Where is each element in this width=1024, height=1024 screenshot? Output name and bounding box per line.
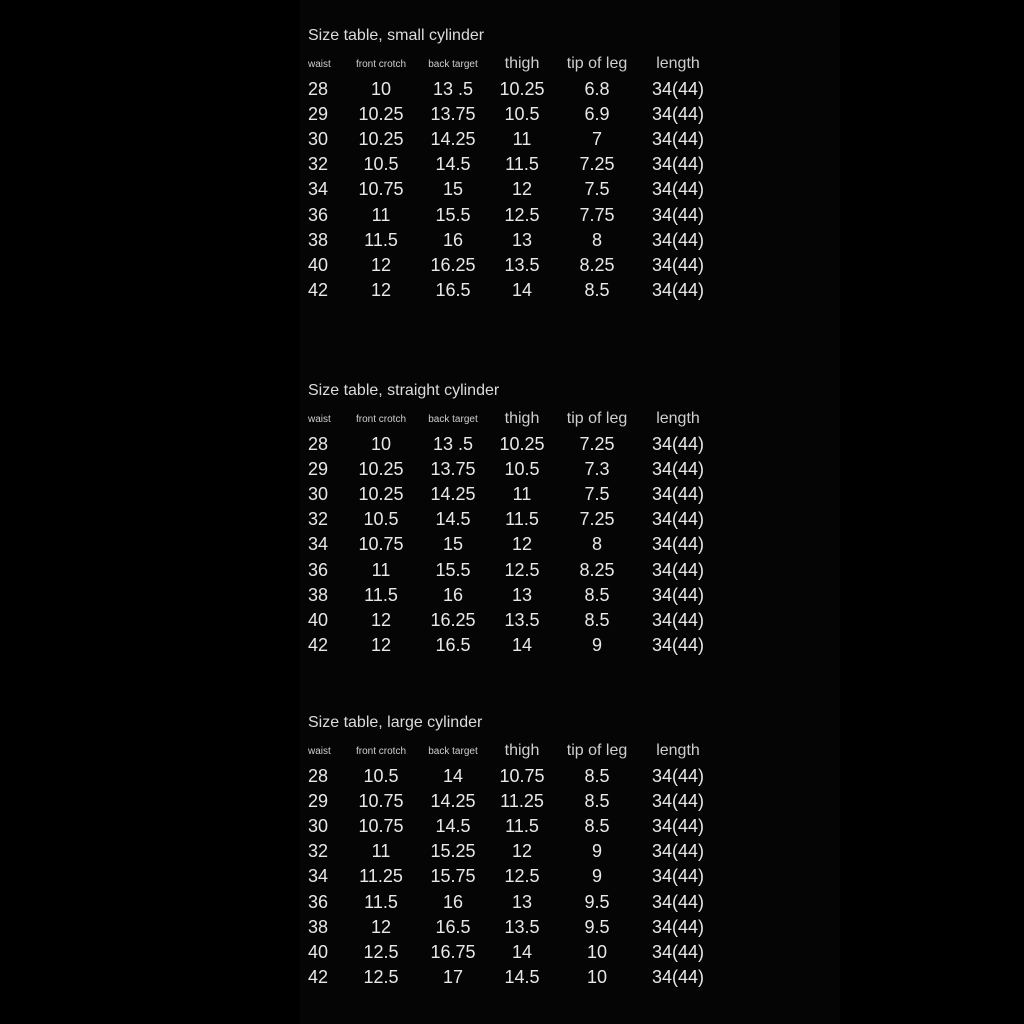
cell-front-crotch: 10.5 [363,154,399,175]
cell-waist: 34 [308,866,329,887]
cell-length: 34(44) [651,129,705,150]
cell-length: 34(44) [651,204,705,225]
table-row [308,864,718,889]
cell-front-crotch: 10.5 [363,509,399,530]
column-header-tip-of-leg: tip of leg [566,55,628,72]
cell-tip-of-leg: 9 [591,841,602,862]
cell-front-crotch: 10.25 [358,129,404,150]
cell-front-crotch: 12.5 [363,966,399,987]
cell-length: 34(44) [651,584,705,605]
column-header-thigh: thigh [504,742,540,759]
table-row [308,764,718,789]
cell-thigh: 11.5 [505,816,539,837]
cell-length: 34(44) [651,509,705,530]
table-row [308,889,718,914]
column-header-back-target: back target [428,745,478,757]
cell-thigh: 13 [511,229,533,250]
table-row [308,482,718,507]
cell-front-crotch: 11.5 [364,584,398,605]
cell-waist: 30 [308,484,329,505]
table-row [308,102,718,127]
table-row [308,915,718,940]
cell-tip-of-leg: 10 [586,966,608,987]
cell-length: 34(44) [651,941,705,962]
cell-length: 34(44) [651,434,705,455]
cell-front-crotch: 10.75 [358,179,404,200]
cell-back-target: 16.5 [435,279,471,300]
cell-tip-of-leg: 8.5 [584,791,610,812]
cell-back-target: 16.25 [430,609,476,630]
cell-waist: 29 [308,791,329,812]
column-header-back-target: back target [428,413,478,425]
header-row [308,738,718,764]
table-row [308,814,718,839]
table-row [308,839,718,864]
table-row [308,583,718,608]
cell-length: 34(44) [651,634,705,655]
header-row [308,406,718,432]
table-row [308,127,718,152]
cell-waist: 42 [308,634,329,655]
table-row [308,152,718,177]
cell-length: 34(44) [651,891,705,912]
cell-front-crotch: 10.75 [358,816,404,837]
cell-length: 34(44) [651,916,705,937]
cell-back-target: 15.75 [430,866,476,887]
cell-back-target: 14.25 [430,129,476,150]
column-header-length: length [656,55,700,72]
cell-waist: 36 [308,204,329,225]
cell-thigh: 13.5 [504,609,540,630]
cell-length: 34(44) [651,104,705,125]
cell-back-target: 13 .5 [432,79,474,100]
cell-front-crotch: 11.5 [364,891,398,912]
cell-front-crotch: 11.5 [364,229,398,250]
cell-back-target: 14.25 [430,484,476,505]
section-title: Size table, large cylinder [308,714,483,731]
cell-back-target: 14.25 [430,791,476,812]
size-table-small-cylinder [308,25,728,303]
cell-tip-of-leg: 9.5 [584,916,610,937]
column-header-length: length [656,410,700,427]
size-table-large-cylinder [308,712,728,990]
cell-waist: 28 [308,434,329,455]
table-row [308,789,718,814]
table-row [308,432,718,457]
cell-back-target: 16 [442,891,464,912]
cell-back-target: 15 [442,179,464,200]
cell-tip-of-leg: 8 [591,229,602,250]
cell-back-target: 16.5 [435,916,471,937]
cell-thigh: 11 [512,484,532,505]
cell-tip-of-leg: 9 [591,634,602,655]
cell-tip-of-leg: 10 [586,941,608,962]
cell-thigh: 12 [511,534,533,555]
column-header-thigh: thigh [504,55,540,72]
cell-thigh: 10.5 [504,459,540,480]
table-row [308,202,718,227]
table-row [308,278,718,303]
cell-waist: 29 [308,104,329,125]
cell-length: 34(44) [651,609,705,630]
cell-front-crotch: 10.75 [358,791,404,812]
cell-length: 34(44) [651,154,705,175]
cell-back-target: 14.5 [435,154,471,175]
cell-waist: 28 [308,766,329,787]
table-row [308,532,718,557]
column-header-waist: waist [308,58,331,70]
cell-waist: 32 [308,509,329,530]
column-header-thigh: thigh [504,410,540,427]
cell-tip-of-leg: 6.9 [584,104,610,125]
cell-back-target: 13 .5 [432,434,474,455]
cell-tip-of-leg: 8.5 [584,584,610,605]
cell-thigh: 10.75 [499,766,545,787]
cell-length: 34(44) [651,866,705,887]
header-row [308,51,718,77]
cell-back-target: 14.5 [435,509,471,530]
size-table [308,406,718,658]
cell-front-crotch: 12 [370,279,392,300]
column-header-front-crotch: front crotch [355,58,407,70]
size-table [308,51,718,303]
table-body [308,764,718,990]
cell-back-target: 13.75 [430,459,476,480]
cell-front-crotch: 10.25 [358,484,404,505]
cell-waist: 40 [308,941,329,962]
cell-waist: 36 [308,559,329,580]
cell-waist: 38 [308,584,329,605]
cell-waist: 42 [308,279,329,300]
column-header-tip-of-leg: tip of leg [566,742,628,759]
cell-tip-of-leg: 8.25 [579,254,615,275]
cell-waist: 38 [308,916,329,937]
cell-thigh: 13 [511,584,533,605]
cell-tip-of-leg: 8.5 [584,609,610,630]
cell-length: 34(44) [651,534,705,555]
cell-waist: 32 [308,154,329,175]
cell-tip-of-leg: 7 [591,129,602,150]
cell-waist: 42 [308,966,329,987]
cell-thigh: 13.5 [504,254,540,275]
cell-back-target: 17 [442,966,464,987]
cell-front-crotch: 12 [370,254,392,275]
cell-thigh: 12.5 [504,204,540,225]
cell-length: 34(44) [651,229,705,250]
table-body [308,432,718,658]
cell-length: 34(44) [651,766,705,787]
column-header-length: length [656,742,700,759]
cell-thigh: 12.5 [504,866,540,887]
cell-length: 34(44) [651,459,705,480]
cell-thigh: 11.5 [505,154,539,175]
cell-tip-of-leg: 7.25 [579,154,615,175]
cell-waist: 29 [308,459,329,480]
cell-back-target: 15.5 [435,204,471,225]
cell-front-crotch: 12 [370,609,392,630]
cell-thigh: 14 [511,279,533,300]
table-row [308,177,718,202]
table-row [308,940,718,965]
column-header-front-crotch: front crotch [355,413,407,425]
cell-length: 34(44) [651,791,705,812]
cell-thigh: 13 [511,891,533,912]
cell-length: 34(44) [651,966,705,987]
table-row [308,457,718,482]
cell-front-crotch: 12 [370,916,392,937]
cell-waist: 34 [308,179,329,200]
cell-waist: 34 [308,534,329,555]
cell-thigh: 12.5 [504,559,540,580]
cell-thigh: 14 [511,634,533,655]
column-header-tip-of-leg: tip of leg [566,410,628,427]
cell-front-crotch: 10.75 [358,534,404,555]
cell-front-crotch: 11.25 [359,866,403,887]
cell-tip-of-leg: 8.5 [584,766,610,787]
cell-front-crotch: 11 [371,841,391,862]
cell-length: 34(44) [651,79,705,100]
size-table [308,738,718,990]
section-title: Size table, straight cylinder [308,382,500,399]
column-header-back-target: back target [428,58,478,70]
cell-thigh: 12 [511,179,533,200]
cell-waist: 40 [308,254,329,275]
cell-tip-of-leg: 8 [591,534,602,555]
cell-tip-of-leg: 7.25 [579,509,615,530]
cell-thigh: 10.25 [499,434,545,455]
cell-front-crotch: 10.25 [358,104,404,125]
cell-back-target: 16.25 [430,254,476,275]
cell-thigh: 11.5 [505,509,539,530]
cell-tip-of-leg: 7.5 [584,179,610,200]
column-header-waist: waist [308,413,331,425]
cell-back-target: 16 [442,584,464,605]
cell-length: 34(44) [651,279,705,300]
cell-waist: 36 [308,891,329,912]
cell-length: 34(44) [651,179,705,200]
cell-length: 34(44) [651,484,705,505]
cell-thigh: 14 [511,941,533,962]
cell-tip-of-leg: 8.25 [579,559,615,580]
cell-tip-of-leg: 7.5 [584,484,610,505]
cell-back-target: 15.5 [435,559,471,580]
table-row [308,507,718,532]
column-header-waist: waist [308,745,331,757]
table-row [308,77,718,102]
cell-thigh: 10.25 [499,79,545,100]
table-row [308,633,718,658]
cell-front-crotch: 11 [371,559,391,580]
cell-tip-of-leg: 8.5 [584,279,610,300]
cell-waist: 30 [308,129,329,150]
cell-length: 34(44) [651,559,705,580]
cell-front-crotch: 10 [370,79,392,100]
cell-thigh: 11.25 [500,791,544,812]
cell-tip-of-leg: 9 [591,866,602,887]
cell-tip-of-leg: 7.75 [579,204,615,225]
cell-thigh: 11 [512,129,532,150]
cell-waist: 40 [308,609,329,630]
cell-front-crotch: 11 [371,204,391,225]
cell-front-crotch: 12.5 [363,941,399,962]
cell-back-target: 13.75 [430,104,476,125]
table-body [308,77,718,303]
cell-back-target: 16 [442,229,464,250]
cell-front-crotch: 10 [370,434,392,455]
cell-back-target: 16.5 [435,634,471,655]
cell-thigh: 14.5 [504,966,540,987]
cell-tip-of-leg: 8.5 [584,816,610,837]
cell-tip-of-leg: 9.5 [584,891,610,912]
size-table-straight-cylinder [308,380,728,658]
cell-thigh: 12 [511,841,533,862]
cell-waist: 32 [308,841,329,862]
table-row [308,965,718,990]
column-header-front-crotch: front crotch [355,745,407,757]
cell-waist: 30 [308,816,329,837]
cell-thigh: 13.5 [504,916,540,937]
section-title: Size table, small cylinder [308,27,485,44]
cell-waist: 38 [308,229,329,250]
cell-length: 34(44) [651,816,705,837]
cell-tip-of-leg: 7.3 [584,459,610,480]
cell-back-target: 14 [442,766,464,787]
cell-back-target: 15 [442,534,464,555]
cell-back-target: 14.5 [435,816,471,837]
cell-back-target: 16.75 [430,941,476,962]
cell-back-target: 15.25 [430,841,476,862]
cell-thigh: 10.5 [504,104,540,125]
table-row [308,608,718,633]
cell-waist: 28 [308,79,329,100]
cell-tip-of-leg: 7.25 [579,434,615,455]
cell-front-crotch: 12 [370,634,392,655]
table-row [308,228,718,253]
cell-length: 34(44) [651,254,705,275]
cell-length: 34(44) [651,841,705,862]
cell-tip-of-leg: 6.8 [584,79,610,100]
cell-front-crotch: 10.25 [358,459,404,480]
table-row [308,557,718,582]
table-row [308,253,718,278]
cell-front-crotch: 10.5 [363,766,399,787]
